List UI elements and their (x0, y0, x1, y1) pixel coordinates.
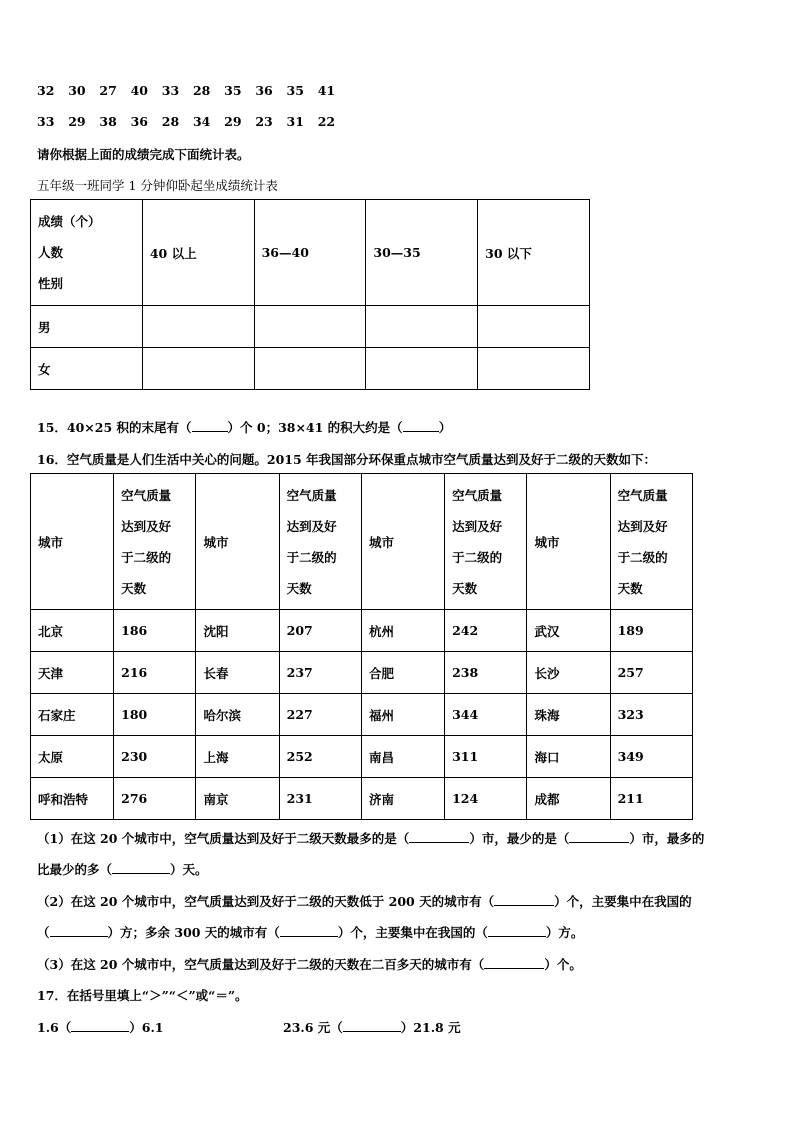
empty-cell[interactable] (478, 306, 590, 348)
city-name: 太原 (31, 736, 114, 778)
score: 28 (161, 114, 180, 129)
city-days: 252 (279, 736, 361, 778)
q16-sub1-text: ）市，最多的 (629, 831, 705, 846)
city-name: 合肥 (361, 652, 444, 694)
scores-row-2 (37, 114, 349, 129)
row-label-male: 男 (31, 306, 143, 348)
header-days (610, 474, 692, 610)
empty-cell[interactable] (142, 348, 254, 390)
q16-sub2-text: ）方。 (545, 925, 584, 940)
header-days-line: 达到及好 (617, 518, 668, 534)
empty-cell[interactable] (254, 348, 366, 390)
q16-sub1-text: （1）在这 20 个城市中，空气质量达到及好于二级天数最多的是（ (37, 831, 410, 846)
header-days (279, 474, 361, 610)
header-days-line: 空气质量 (452, 487, 503, 503)
score: 31 (286, 114, 304, 129)
header-days-line: 空气质量 (617, 487, 668, 503)
col-header: 30—35 (366, 200, 478, 306)
answer-blank[interactable] (192, 420, 228, 432)
stats-table (30, 199, 590, 390)
header-score: 成绩（个） (38, 214, 101, 229)
header-days-line: 天数 (121, 580, 147, 596)
diag-header-cell (31, 200, 143, 306)
empty-cell[interactable] (254, 306, 366, 348)
instruction: 请你根据上面的成绩完成下面统计表。 (37, 147, 250, 162)
city-name: 哈尔滨 (196, 694, 279, 736)
q16-sub1-line1 (37, 829, 704, 847)
question-15 (37, 418, 451, 436)
score: 29 (224, 114, 242, 129)
city-name: 海口 (527, 736, 610, 778)
city-name: 长春 (196, 652, 279, 694)
header-days-line: 空气质量 (286, 487, 337, 503)
score: 32 (37, 83, 55, 98)
city-name: 石家庄 (31, 694, 114, 736)
answer-blank[interactable] (488, 925, 546, 937)
header-days-line: 达到及好 (286, 518, 337, 534)
city-days: 207 (279, 610, 361, 652)
city-days: 180 (114, 694, 196, 736)
header-days-line: 于二级的 (286, 549, 337, 565)
score: 41 (317, 83, 336, 98)
header-days-line: 天数 (286, 580, 312, 596)
q16-sub2-line2 (37, 923, 583, 941)
q16-sub2-text: ）个，主要集中在我国的（ (337, 925, 488, 940)
city-air-quality-table (30, 473, 693, 820)
answer-blank[interactable] (484, 957, 544, 969)
city-days: 124 (445, 778, 527, 820)
city-days: 242 (445, 610, 527, 652)
city-name: 上海 (196, 736, 279, 778)
city-days: 257 (610, 652, 692, 694)
table1-title: 五年级一班同学 1 分钟仰卧起坐成绩统计表 (37, 178, 278, 193)
score: 29 (68, 114, 86, 129)
q16-sub1-text: ）市，最少的是（ (469, 831, 570, 846)
city-name: 天津 (31, 652, 114, 694)
city-name: 武汉 (527, 610, 610, 652)
score: 38 (99, 114, 117, 129)
answer-blank[interactable] (71, 1020, 129, 1032)
question-17-title: 17．在括号里填上“＞”“＜”或“＝”。 (37, 988, 248, 1003)
answer-blank[interactable] (280, 925, 338, 937)
score: 34 (192, 114, 211, 129)
answer-blank[interactable] (409, 831, 469, 843)
score: 23 (255, 114, 273, 129)
header-days-line: 达到及好 (452, 518, 503, 534)
header-city: 城市 (196, 474, 279, 610)
score: 22 (317, 114, 336, 129)
q16-sub3 (37, 955, 582, 973)
table-row (31, 778, 693, 820)
score: 35 (286, 83, 304, 98)
header-city: 城市 (361, 474, 444, 610)
q16-sub2-text: （ (37, 925, 50, 940)
header-days (114, 474, 196, 610)
q16-sub1-text: ）天。 (170, 862, 208, 877)
table-row (31, 610, 693, 652)
col-header: 30 以下 (478, 200, 590, 306)
table-row (31, 652, 693, 694)
q16-sub3-text: ）个。 (544, 957, 582, 972)
row-label-female: 女 (31, 348, 143, 390)
score: 40 (130, 83, 148, 98)
q15-text-c: ） (438, 420, 452, 435)
header-days (445, 474, 527, 610)
q17-item2-right: ）21.8 元 (400, 1020, 461, 1035)
score: 33 (37, 114, 55, 129)
scores-row-1 (37, 83, 349, 98)
city-days: 344 (445, 694, 527, 736)
city-days: 211 (610, 778, 692, 820)
header-days-line: 于二级的 (452, 549, 503, 565)
empty-cell[interactable] (366, 306, 478, 348)
answer-blank[interactable] (403, 420, 439, 432)
answer-blank[interactable] (569, 831, 629, 843)
city-days: 311 (445, 736, 527, 778)
answer-blank[interactable] (112, 862, 170, 874)
header-city: 城市 (31, 474, 114, 610)
question-16-intro: 16．空气质量是人们生活中关心的问题。2015 年我国部分环保重点城市空气质量达到及好于二级的天数如下： (37, 452, 657, 467)
city-name: 南昌 (361, 736, 444, 778)
city-days: 186 (114, 610, 196, 652)
header-days-line: 于二级的 (121, 549, 172, 565)
table-row (31, 736, 693, 778)
city-days: 189 (610, 610, 692, 652)
table-row (31, 694, 693, 736)
q17-item1-left: 1.6（ (37, 1020, 72, 1035)
q17-item1-right: ）6.1 (129, 1020, 164, 1035)
q16-sub3-text: （3）在这 20 个城市中，空气质量达到及好于二级的天数在二百多天的城市有（ (37, 957, 485, 972)
score: 35 (224, 83, 242, 98)
city-days: 276 (114, 778, 196, 820)
header-gender: 性别 (38, 276, 64, 291)
city-name: 长沙 (527, 652, 610, 694)
city-days: 227 (279, 694, 361, 736)
city-name: 北京 (31, 610, 114, 652)
q17-item-2 (283, 1018, 461, 1036)
q15-text-b: ）个 0；38×41 的积大约是（ (227, 420, 403, 435)
col-header: 36—40 (254, 200, 366, 306)
city-name: 呼和浩特 (31, 778, 114, 820)
answer-blank[interactable] (494, 894, 554, 906)
q16-sub2-text: ）个，主要集中在我国的 (554, 894, 692, 909)
city-name: 济南 (361, 778, 444, 820)
empty-cell[interactable] (478, 348, 590, 390)
city-name: 珠海 (527, 694, 610, 736)
city-days: 238 (445, 652, 527, 694)
score: 27 (99, 83, 117, 98)
city-days: 323 (610, 694, 692, 736)
city-name: 成都 (527, 778, 610, 820)
q16-sub2-text: ）方；多余 300 天的城市有（ (107, 925, 280, 940)
q16-sub2-text: （2）在这 20 个城市中，空气质量达到及好于二级的天数低于 200 天的城市有（ (37, 894, 495, 909)
score: 33 (161, 83, 180, 98)
header-count: 人数 (38, 245, 64, 260)
header-days-line: 天数 (452, 580, 478, 596)
answer-blank[interactable] (343, 1020, 401, 1032)
header-days-line: 达到及好 (121, 518, 172, 534)
header-city: 城市 (527, 474, 610, 610)
q17-item-1 (37, 1018, 164, 1036)
header-days-line: 空气质量 (121, 487, 172, 503)
city-days: 237 (279, 652, 361, 694)
q16-sub2-line1 (37, 892, 692, 910)
city-days: 349 (610, 736, 692, 778)
empty-cell[interactable] (366, 348, 478, 390)
score: 28 (192, 83, 211, 98)
score: 36 (255, 83, 273, 98)
empty-cell[interactable] (142, 306, 254, 348)
q16-sub1-text: 比最少的多（ (37, 862, 113, 877)
header-days-line: 天数 (617, 580, 643, 596)
city-name: 南京 (196, 778, 279, 820)
city-days: 216 (114, 652, 196, 694)
city-name: 福州 (361, 694, 444, 736)
city-name: 杭州 (361, 610, 444, 652)
col-header: 40 以上 (142, 200, 254, 306)
q16-sub1-line2 (37, 860, 208, 878)
city-name: 沈阳 (196, 610, 279, 652)
q15-text-a: 15．40×25 积的末尾有（ (37, 420, 192, 435)
answer-blank[interactable] (50, 925, 108, 937)
city-days: 231 (279, 778, 361, 820)
q17-item2-left: 23.6 元（ (283, 1020, 343, 1035)
city-days: 230 (114, 736, 196, 778)
header-days-line: 于二级的 (617, 549, 668, 565)
score: 30 (68, 83, 86, 98)
score: 36 (130, 114, 148, 129)
